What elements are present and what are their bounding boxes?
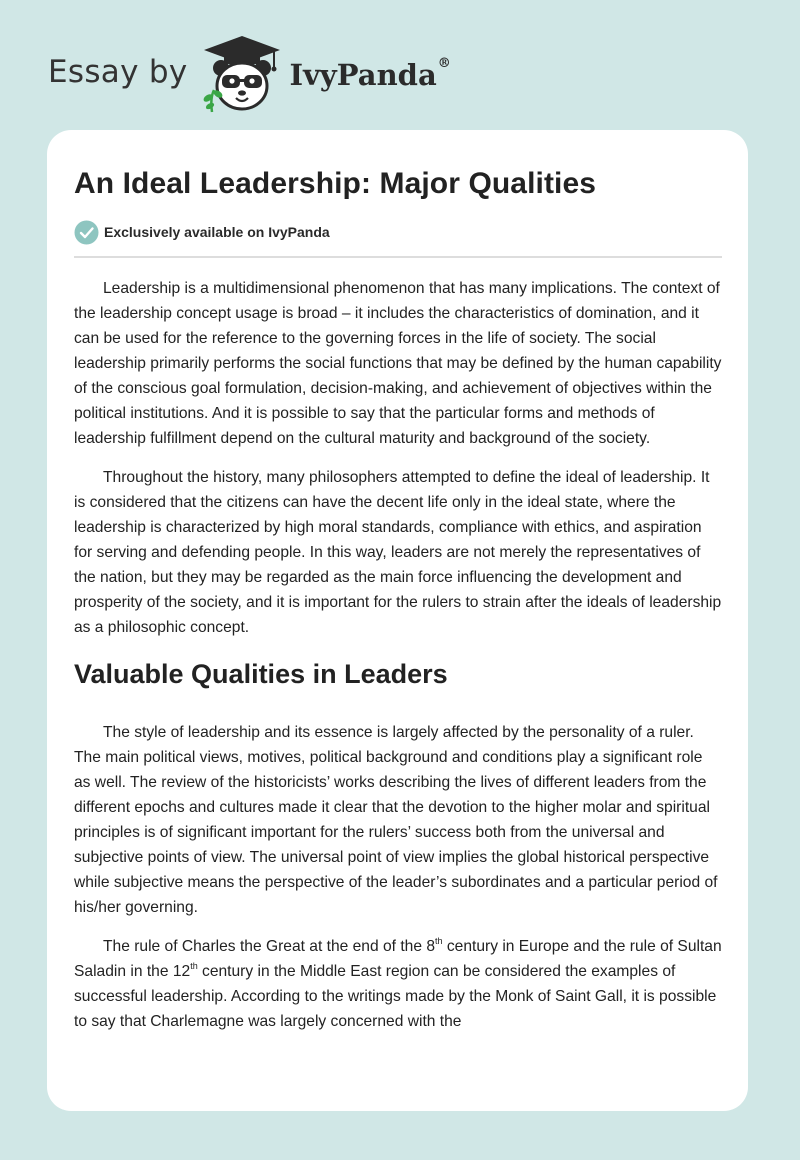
exclusive-badge [74,219,722,245]
badge-label: Exclusively available on IvyPanda [104,224,330,240]
brand-name: IvyPanda® [289,56,451,92]
essay-title: An Ideal Leadership: Major Qualities [74,167,597,200]
section-paragraph-2: The rule of Charles the Great at the end of the 8th century in Europe and the rule of Sultan Saladin in the 12th century in the Middle East region can be considered the examples of successful leadership. According to the writings made by the Monk of Saint Gall, it is possible to say that Charlemagne was largely concerned with the [74,935,722,1030]
check-circle-icon [74,220,99,245]
intro-paragraph-1: Leadership is a multidimensional phenomenon that has many implications. The context of the leadership concept usage is broad – it includes the characteristics of domination, and it can be used for the reference to the governing forces in the life of society. The social leadership primarily performs the social functions that may be defined by the human capability of the conscious goal formulation, decision-making, and achievement of objectives within the political institutions. And it is possible to say that the particular forms and methods of leadership fulfillment depend on the cultural maturity and background of the society. [74,280,722,447]
divider [74,256,722,258]
section-paragraph-1: The style of leadership and its essence is largely affected by the personality of a ruler. The main political views, motives, political background and conditions play a significant role as well. The review of the historicists’ works describing the lives of different leaders from the different epochs and cultures made it clear that the devotion to the higher molar and spiritual principles is of significant important for the rulers’ success both from the universal and subjective points of view. The universal point of view implies the global historical perspective while subjective means the perspective of the leader’s subordinates and a particular period of his/her governing. [74,724,718,916]
intro-paragraph-2: Throughout the history, many philosophers attempted to define the ideal of leadership. It is considered that the citizens can have the decent life only in the ideal state, where the leadership is characterized by high moral standards, compliance with ethics, and aspiration for serving and defending people. In this way, leaders are not merely the representatives of the nation, but they may be regarded as the main force influencing the development and prosperity of the society, and it is important for the rulers to strain after the ideals of leadership as a philosophic concept. [74,469,722,636]
brand-prefix: Essay by [48,54,188,90]
site-brand[interactable] [48,34,451,114]
panda-logo-icon [200,34,284,114]
essay-card [47,130,748,1111]
section-heading: Valuable Qualities in Leaders [74,659,448,689]
